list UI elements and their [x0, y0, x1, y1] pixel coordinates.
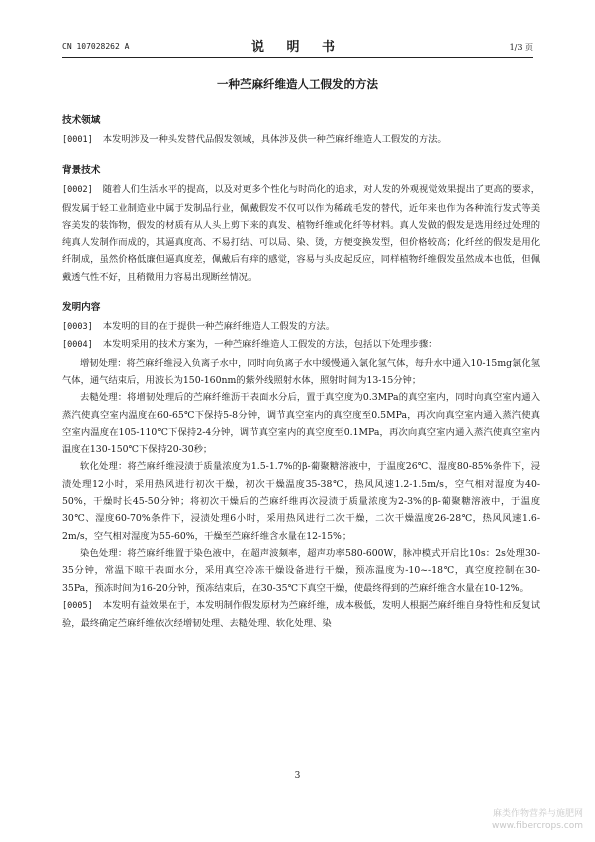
section-heading-invention: 发明内容	[62, 302, 101, 314]
paragraph-tag: [0001]	[62, 135, 93, 145]
document-title: 一种苎麻纤维造人工假发的方法	[217, 77, 378, 91]
section-heading-background: 背景技术	[62, 165, 101, 177]
paragraph-tag: [0003]	[62, 322, 93, 333]
paragraph-0005	[62, 597, 540, 633]
paragraph-0004	[62, 336, 540, 354]
paragraph-0003	[62, 318, 540, 336]
watermark-site-name: 麻类作物营养与施肥网	[492, 809, 583, 819]
paragraph-text: 随着人们生活水平的提高，以及对更多个性化与时尚化的追求，对人发的外观视觉效果提出了更高的要求，假发属于轻工业制造业中属于发制品行业，佩戴假发不仅可以作为稀疏毛发的替代，近年来也作为各种流行发式等美容美发的装饰物，假发的材质有从人头上剪下来的真发、植物纤维或化纤等材料。真人发做的假发是选用经过处理的纯真人发制作而成的，其逼真度高、不易打结、可以局、染、烫，方便变换发型，但价格较高；化纤丝的假发是用化纤制成，虽然价格低廉但逼真度差，佩戴后有痒的感觉，容易与头皮起反应，同样植物纤维假发虽然成本也低，但佩戴透气性不好，且稍微用力容易出现断丝情况。	[62, 184, 540, 283]
paragraph-text: 本发明有益效果在于，本发明制作假发原材为苎麻纤维，成本极低，发明人根据苎麻纤维自身特性和反复试验，最终确定苎麻纤维依次经增韧处理、去糙处理、软化处理、染	[62, 599, 540, 630]
patent-number: CN 107028262 A	[62, 42, 130, 51]
watermark-url: www.fibercrops.com	[492, 821, 583, 831]
step-dyeing: 染色处理：将苎麻纤维置于染色液中，在超声波频率，超声功率580-600W，脉冲模式开启比10s：2s处理30-35分钟，常温下晾干表面水分，采用真空冷冻干燥设备进行干燥，预冻温度为-10~-18℃，真空度控制在30-35Pa，预冻时间为16-20分钟，预冻结束后，在30-35℃下真空干燥，使最终得到的苎麻纤维含水量在10-12%。	[62, 547, 540, 594]
step-softening: 软化处理：将苎麻纤维浸渍于质量浓度为1.5-1.7%的β-葡聚糖溶液中，于温度26℃、湿度80-85%条件下，浸渍处理12小时，采用热风进行初次干燥，初次干燥温度35-38℃，热风风速1.2-1.5m/s，空气相对湿度为40-50%，干燥时长45-50分钟；将初次干燥后的苎麻纤维再次浸渍于质量浓度为2-3%的β-葡聚糖溶液中，于温度30℃、湿度60-70%条件下，浸渍处理6小时，采用热风进行二次干燥，二次干燥温度26-28℃，热风风速1.6-2m/s，空气相对湿度为55-60%，干燥至苎麻纤维含水量在12-15%；	[62, 461, 540, 542]
page-reference: 1/3 页	[509, 43, 533, 52]
paragraph-tag: [0005]	[62, 600, 93, 611]
site-watermark	[492, 808, 583, 832]
section-heading-field: 技术领域	[62, 115, 101, 126]
paragraph-text: 本发明的目的在于提供一种苎麻纤维造人工假发的方法。	[102, 321, 336, 333]
page-number: 3	[294, 771, 301, 781]
step-toughening: 增韧处理：将苎麻纤维浸入负离子水中，同时向负离子水中缓慢通入氯化氢气体，每升水中通入10-15mg氯化氢气体，通气结束后，用波长为150-160nm的紫外线照射水体，照射时间为13-15分钟；	[62, 357, 540, 386]
step-roughness-removal: 去糙处理：将增韧处理后的苎麻纤维沥干表面水分后，置于真空度为0.3MPa的真空室内，同时向真空室内通入蒸汽使真空室内温度在60-65℃下保持5-8分钟，调节真空室内的真空度至0.5MPa，再次向真空室内通入蒸汽使真空室内温度在105-110℃下保持2-4分钟，调节真空室内的真空度至0.1MPa，再次向真空室内通入蒸汽使真空室内温度在130-150℃下保持20-30秒；	[62, 392, 540, 456]
paragraph-tag: [0002]	[62, 185, 93, 196]
document-body	[62, 113, 540, 632]
paragraph-tag: [0004]	[62, 340, 93, 351]
paragraph-text: 本发明涉及一种头发替代品假发领域，具体涉及供一种苎麻纤维造人工假发的方法。	[102, 134, 447, 145]
paragraph-text: 本发明采用的技术方案为，一种苎麻纤维造人工假发的方法，包括以下处理步骤：	[102, 339, 438, 351]
header-rule	[62, 57, 533, 58]
paragraph-0001	[62, 131, 540, 149]
document-type: 说 明 书	[250, 40, 345, 55]
paragraph-0002	[62, 181, 540, 286]
page-header	[62, 36, 533, 54]
